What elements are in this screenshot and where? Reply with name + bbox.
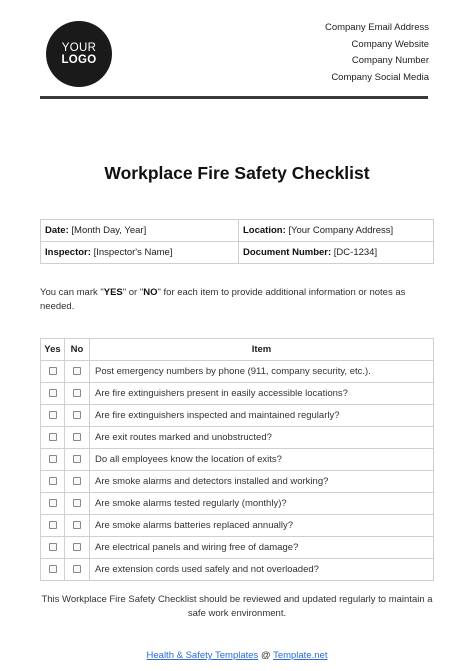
checklist-header-row <box>41 339 434 361</box>
yes-checkbox[interactable] <box>49 367 57 375</box>
info-table <box>40 219 434 264</box>
table-row <box>41 361 434 383</box>
table-row <box>41 559 434 581</box>
note-part-3: " for each item to provide additional information or notes as needed. <box>40 287 406 312</box>
date-value: [Month Day, Year] <box>71 225 147 236</box>
no-checkbox[interactable] <box>73 367 81 375</box>
company-info <box>325 20 429 86</box>
company-social: Company Social Media <box>331 71 429 83</box>
date-label: Date: <box>45 225 69 236</box>
company-number: Company Number <box>351 55 429 66</box>
item-text: Are electrical panels and wiring free of damage? <box>90 537 434 559</box>
docnum-label: Document Number: <box>243 247 332 258</box>
company-website: Company Website <box>351 38 429 50</box>
logo-line2: LOGO <box>61 54 97 66</box>
docnum-cell <box>239 242 434 264</box>
note-no: NO <box>143 287 158 298</box>
header-yes: Yes <box>41 339 65 361</box>
no-checkbox[interactable] <box>73 565 81 573</box>
inspector-value: [Inspector's Name] <box>93 247 173 258</box>
item-text: Do all employees know the location of exits? <box>90 449 434 471</box>
table-row <box>41 405 434 427</box>
yes-checkbox[interactable] <box>49 411 57 419</box>
company-logo <box>46 21 112 87</box>
table-row <box>41 537 434 559</box>
item-text: Are fire extinguishers present in easily accessible locations? <box>90 383 434 405</box>
no-checkbox[interactable] <box>73 433 81 441</box>
note-part-1: You can mark " <box>40 287 104 298</box>
item-text: Are exit routes marked and unobstructed? <box>90 427 434 449</box>
yes-checkbox[interactable] <box>49 389 57 397</box>
inspector-cell <box>41 242 239 264</box>
no-checkbox[interactable] <box>73 499 81 507</box>
no-checkbox[interactable] <box>73 389 81 397</box>
table-row <box>41 515 434 537</box>
header-no: No <box>65 339 90 361</box>
inspector-label: Inspector: <box>45 247 91 258</box>
yes-checkbox[interactable] <box>49 499 57 507</box>
yes-checkbox[interactable] <box>49 565 57 573</box>
yes-checkbox[interactable] <box>49 433 57 441</box>
checklist-table <box>40 338 434 581</box>
table-row <box>41 493 434 515</box>
header-item: Item <box>90 339 434 361</box>
table-row <box>41 471 434 493</box>
item-text: Are smoke alarms tested regularly (monthly)? <box>90 493 434 515</box>
docnum-value: [DC-1234] <box>333 247 378 258</box>
item-text: Are smoke alarms batteries replaced annually? <box>90 515 434 537</box>
template-net-link[interactable]: Template.net <box>273 650 328 661</box>
location-label: Location: <box>243 225 286 236</box>
note-part-2: " or " <box>122 287 144 298</box>
credit-line <box>0 650 474 661</box>
document-title: Workplace Fire Safety Checklist <box>104 163 370 183</box>
yes-checkbox[interactable] <box>49 477 57 485</box>
item-text: Are extension cords used safely and not overloaded? <box>90 559 434 581</box>
templates-link[interactable]: Health & Safety Templates <box>146 650 259 661</box>
company-email: Company Email Address <box>324 22 429 33</box>
header-divider <box>40 96 428 99</box>
no-checkbox[interactable] <box>73 455 81 463</box>
no-checkbox[interactable] <box>73 411 81 419</box>
item-text: Are fire extinguishers inspected and maintained regularly? <box>90 405 434 427</box>
item-text: Are smoke alarms and detectors installed and working? <box>90 471 434 493</box>
info-row-2 <box>41 242 434 264</box>
table-row <box>41 449 434 471</box>
location-cell <box>239 220 434 242</box>
note-yes: YES <box>103 287 123 298</box>
no-checkbox[interactable] <box>73 477 81 485</box>
date-cell <box>41 220 239 242</box>
table-row <box>41 383 434 405</box>
footer-note: This Workplace Fire Safety Checklist should be reviewed and updated regularly to maintain a safe work environment. <box>41 594 433 619</box>
no-checkbox[interactable] <box>73 543 81 551</box>
location-value: [Your Company Address] <box>288 225 394 236</box>
yes-checkbox[interactable] <box>49 521 57 529</box>
instruction-note <box>40 286 436 314</box>
no-checkbox[interactable] <box>73 521 81 529</box>
info-row-1 <box>41 220 434 242</box>
item-text: Post emergency numbers by phone (911, company security, etc.). <box>90 361 434 383</box>
yes-checkbox[interactable] <box>49 455 57 463</box>
yes-checkbox[interactable] <box>49 543 57 551</box>
table-row <box>41 427 434 449</box>
credit-separator: @ <box>258 650 274 661</box>
logo-line1: YOUR <box>61 42 97 54</box>
